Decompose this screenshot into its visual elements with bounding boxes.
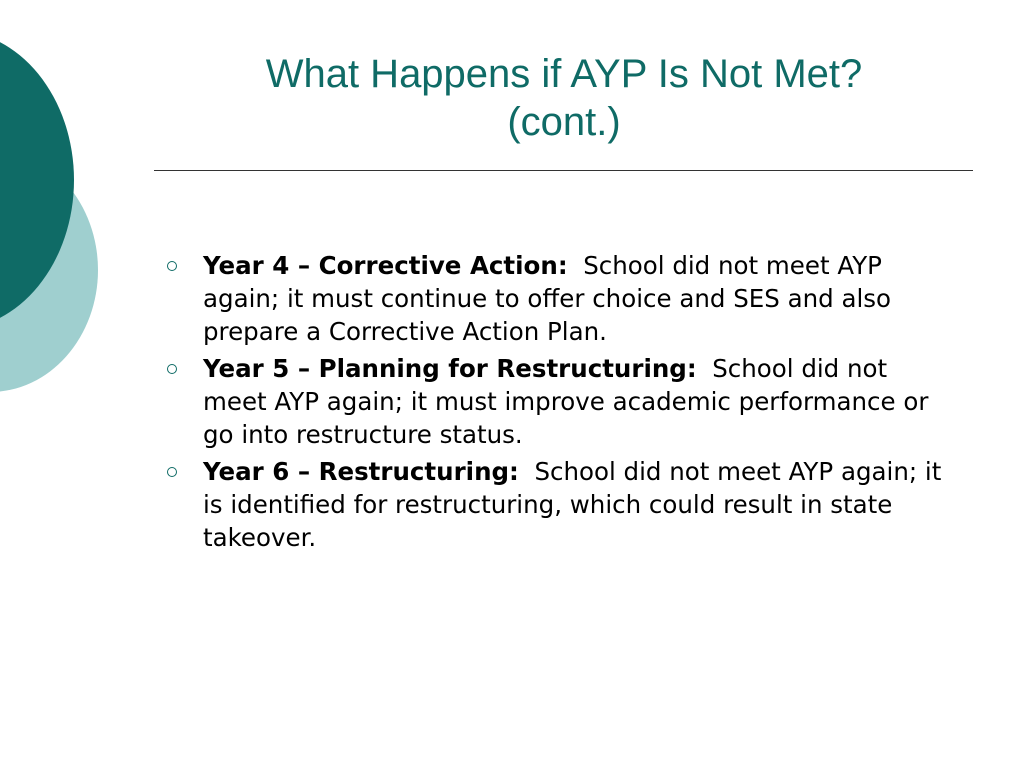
bullet-lead-text: Year 6 – Restructuring: xyxy=(203,457,519,486)
bullet-body-text: School did not meet AYP again; it is identified for restructuring, which could result in state takeover. xyxy=(203,457,942,552)
bullet-lead-text: Year 4 – Corrective Action: xyxy=(203,251,568,280)
title-divider xyxy=(154,170,973,171)
bullet-item-year-4 xyxy=(160,249,950,348)
slide-title xyxy=(154,50,974,146)
bullet-list xyxy=(160,249,950,558)
bullet-lead-text: Year 5 – Planning for Restructuring: xyxy=(203,354,697,383)
hollow-circle-bullet-icon xyxy=(167,467,177,477)
bullet-body-text: School did not meet AYP again; it must improve academic performance or go into restructure status. xyxy=(203,354,929,449)
bullet-item-year-6 xyxy=(160,455,950,554)
hollow-circle-bullet-icon xyxy=(167,261,177,271)
bullet-item-year-5 xyxy=(160,352,950,451)
title-line-2: (cont.) xyxy=(507,100,621,144)
hollow-circle-bullet-icon xyxy=(167,364,177,374)
bullet-body-text: School did not meet AYP again; it must continue to offer choice and SES and also prepare a Corrective Action Plan. xyxy=(203,251,892,346)
title-line-1: What Happens if AYP Is Not Met? xyxy=(265,52,863,96)
